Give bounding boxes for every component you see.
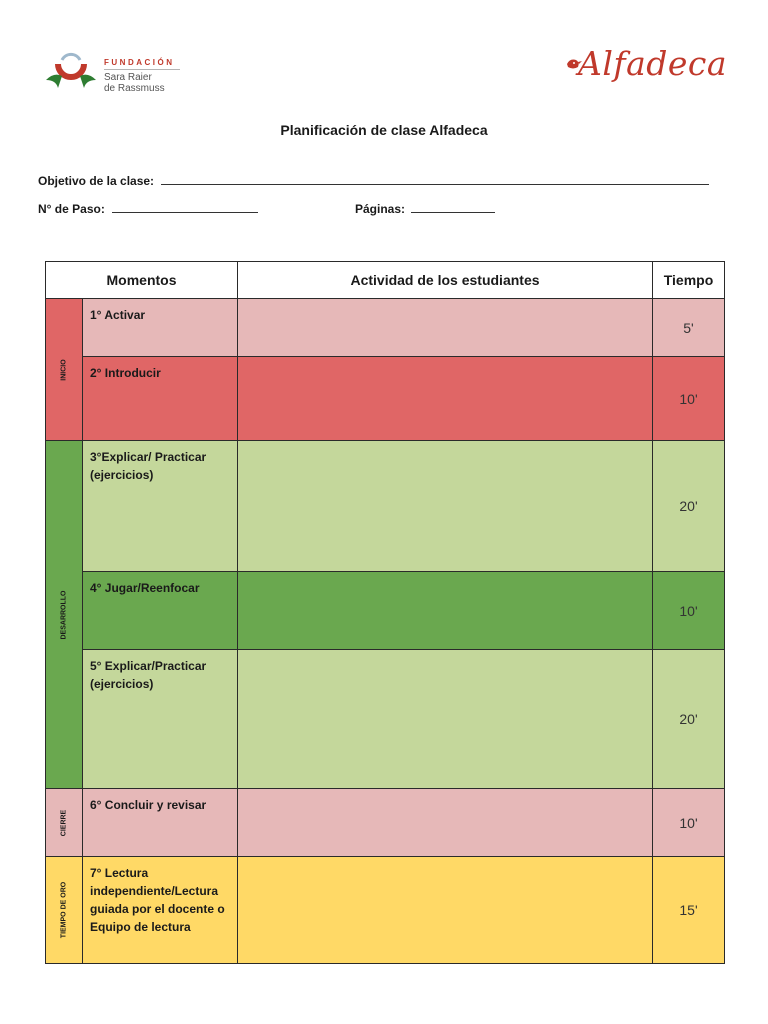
- foundation-title: FUNDACIÓN: [104, 58, 175, 67]
- moment-cell: 4° Jugar/Reenfocar: [83, 572, 238, 650]
- step-field[interactable]: [38, 202, 258, 216]
- time-cell: 20': [653, 441, 725, 572]
- moment-cell: 2° Introducir: [83, 357, 238, 441]
- time-cell: 10': [653, 357, 725, 441]
- brand-logo-text: Alfadeca: [578, 44, 728, 83]
- activity-cell[interactable]: [238, 441, 653, 572]
- pages-blank-line[interactable]: [411, 202, 495, 213]
- alfadeca-logo: [562, 42, 728, 98]
- header-moments: Momentos: [46, 262, 238, 299]
- time-cell: 20': [653, 650, 725, 789]
- objective-field[interactable]: [38, 174, 709, 188]
- foundation-logo: [44, 44, 194, 100]
- activity-cell[interactable]: [238, 789, 653, 857]
- stage-tiempo-oro: [46, 857, 83, 964]
- class-plan-table: [45, 261, 725, 964]
- foundation-name-line2: de Rassmuss: [104, 83, 165, 94]
- header-time: Tiempo: [653, 262, 725, 299]
- moment-cell: 7° Lectura independiente/Lectura guiada por el docente o Equipo de lectura: [83, 857, 238, 964]
- activity-cell[interactable]: [238, 857, 653, 964]
- stage-inicio: [46, 299, 83, 441]
- time-cell: 15': [653, 857, 725, 964]
- table-row: [46, 357, 725, 441]
- foundation-name-line1: Sara Raier: [104, 72, 152, 83]
- moment-cell: 3°Explicar/ Practicar (ejercicios): [83, 441, 238, 572]
- moment-cell: 5° Explicar/Practicar (ejercicios): [83, 650, 238, 789]
- time-cell: 5': [653, 299, 725, 357]
- stage-inicio-label: INICIO: [60, 358, 68, 381]
- table-row: [46, 857, 725, 964]
- stage-desarrollo-label: DESARROLLO: [60, 590, 68, 639]
- foundation-emblem-icon: [44, 44, 100, 100]
- moment-cell: 1° Activar: [83, 299, 238, 357]
- table-row: [46, 299, 725, 357]
- table-row: [46, 572, 725, 650]
- step-label: N° de Paso:: [38, 202, 105, 216]
- objective-blank-line[interactable]: [161, 174, 709, 185]
- page-title: Planificación de clase Alfadeca: [280, 122, 488, 138]
- time-cell: 10': [653, 572, 725, 650]
- table-header-row: [46, 262, 725, 299]
- table-row: [46, 650, 725, 789]
- moment-cell: 6° Concluir y revisar: [83, 789, 238, 857]
- stage-tiempo-oro-label: TIEMPO DE ORO: [60, 881, 68, 939]
- activity-cell[interactable]: [238, 299, 653, 357]
- stage-cierre-label: CIERRE: [60, 809, 68, 836]
- activity-cell[interactable]: [238, 650, 653, 789]
- divider: [104, 69, 180, 70]
- table-row: [46, 789, 725, 857]
- header-activity: Actividad de los estudiantes: [238, 262, 653, 299]
- time-cell: 10': [653, 789, 725, 857]
- stage-desarrollo: [46, 441, 83, 789]
- activity-cell[interactable]: [238, 572, 653, 650]
- pages-label: Páginas:: [355, 202, 406, 216]
- pages-field[interactable]: [355, 202, 495, 216]
- table-row: [46, 441, 725, 572]
- step-blank-line[interactable]: [112, 202, 258, 213]
- activity-cell[interactable]: [238, 357, 653, 441]
- stage-cierre: [46, 789, 83, 857]
- objective-label: Objetivo de la clase:: [38, 174, 155, 188]
